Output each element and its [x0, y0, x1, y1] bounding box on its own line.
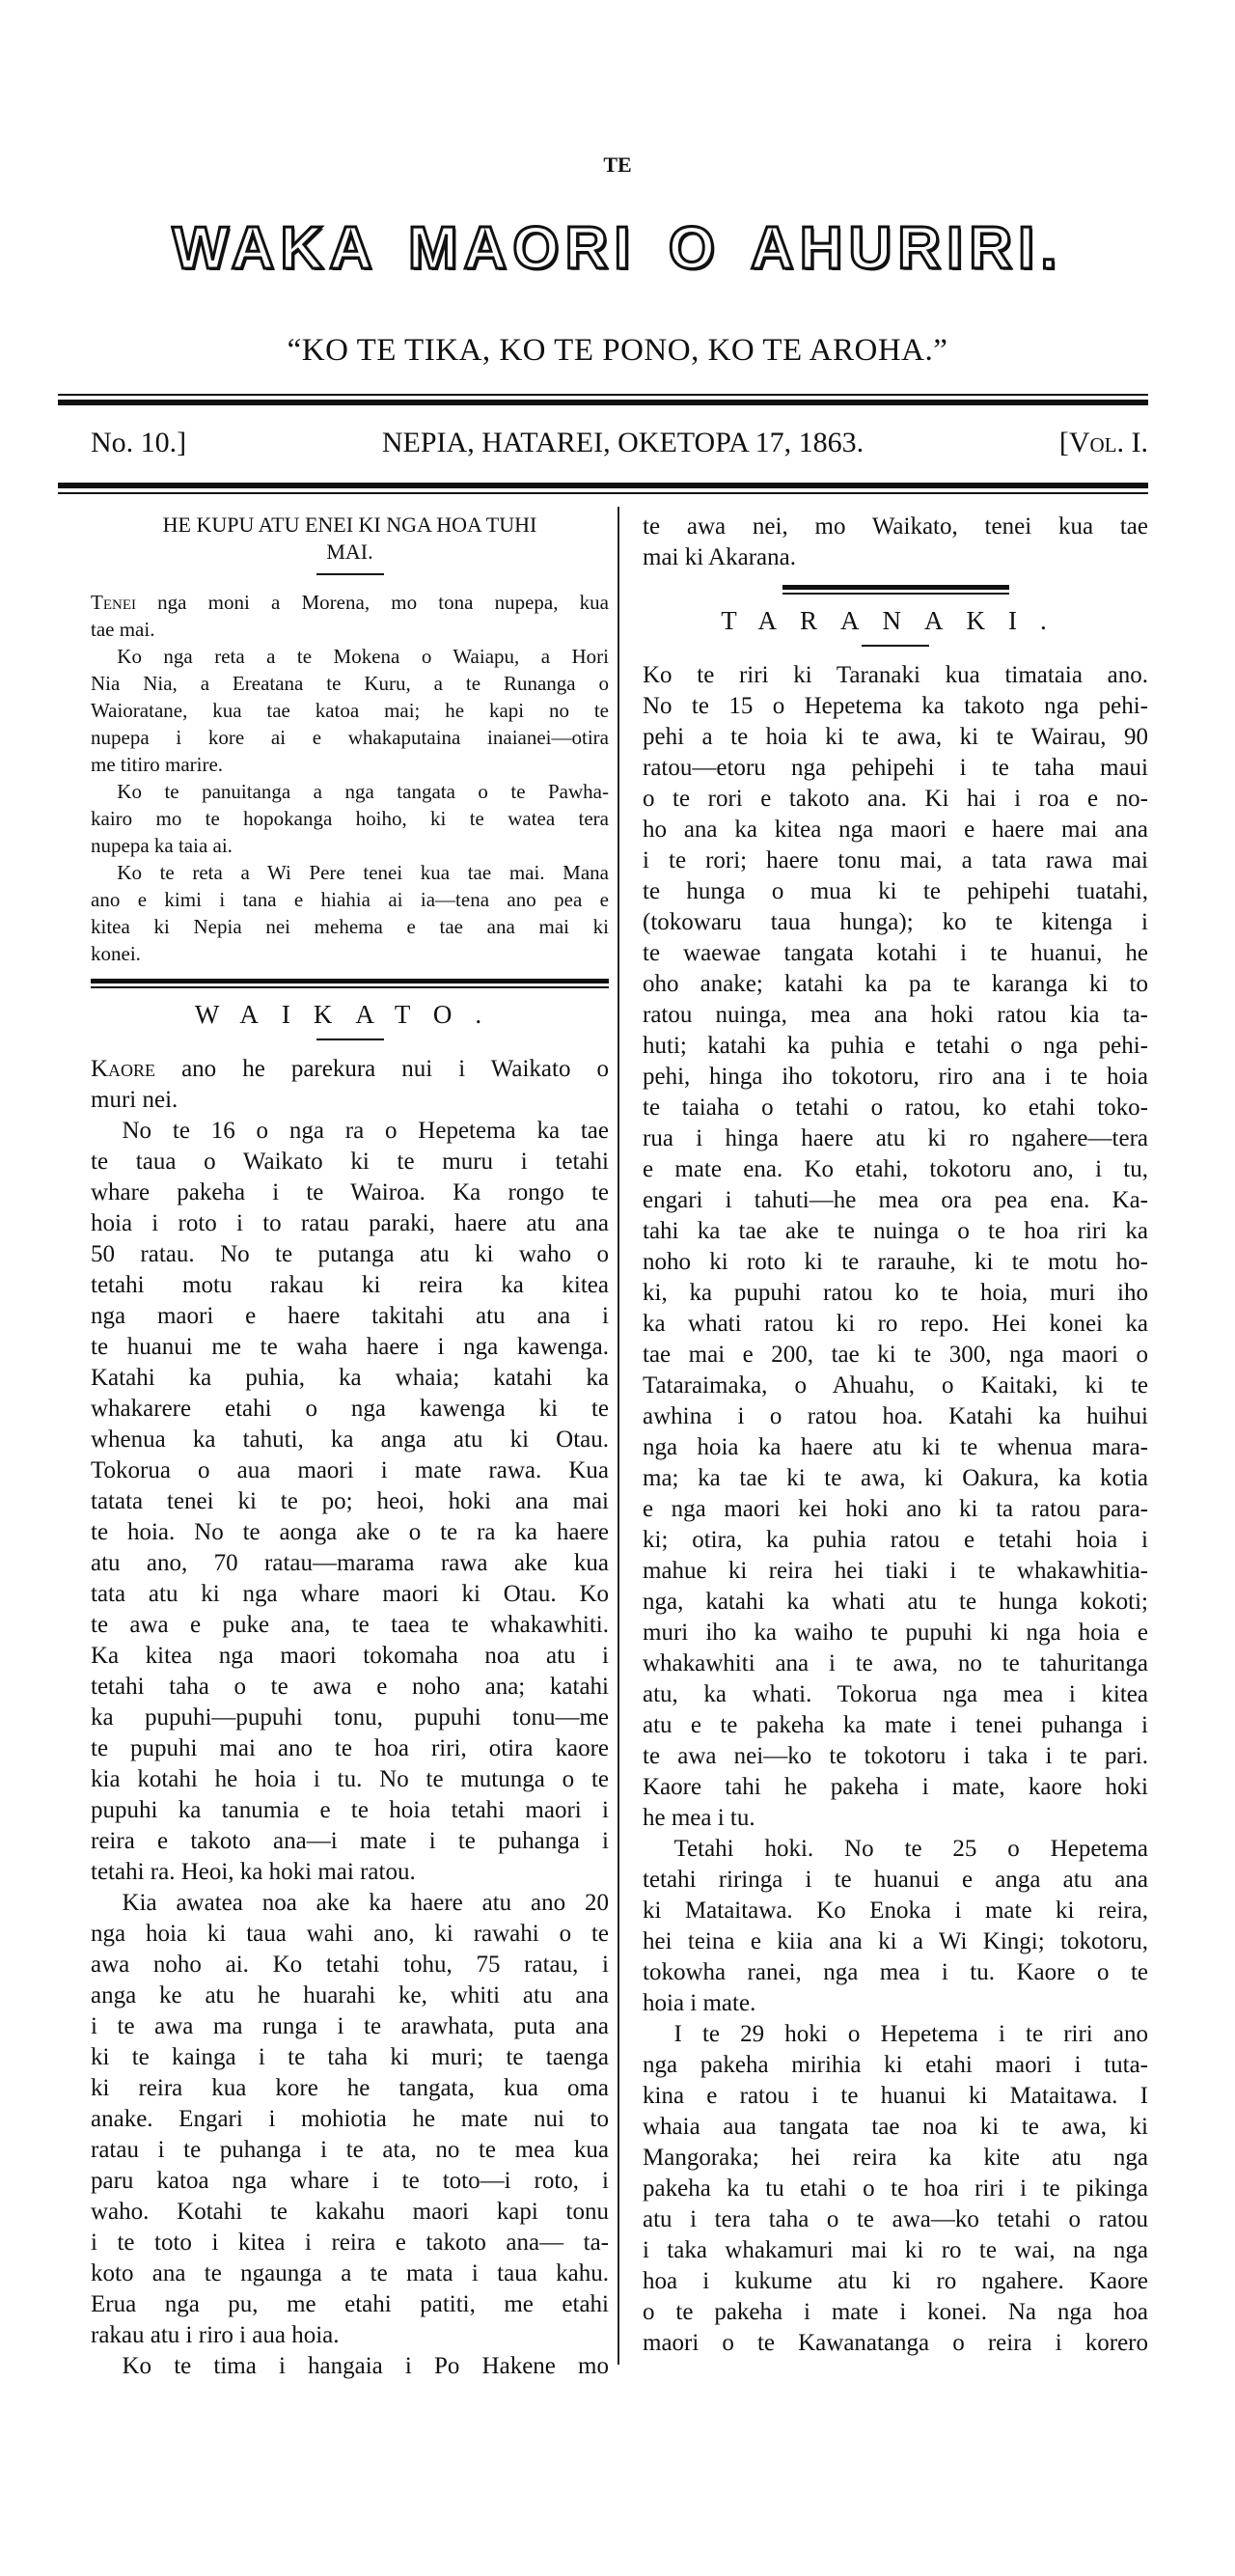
text-line: pupuhi ka tanumia e te hoia tetahi maori i [91, 1797, 609, 1823]
text-line: e nga maori kei hoki ano ki ta ratou para- [643, 1496, 1148, 1522]
text-line: Tetahi hoki. No te 25 o Hepetema [673, 1836, 1148, 1862]
text-line: Ko nga reta a te Mokena o Waiapu, a Hori [117, 645, 609, 668]
text-line: atu ano, 70 ratau—marama rawa ake kua [91, 1550, 609, 1576]
paragraph [91, 1116, 609, 1888]
text-line: tetahi riringa i te huanui e anga atu ana [643, 1867, 1148, 1893]
text-line: noho ki roto ki te rarauhe, ki te motu ho- [643, 1249, 1148, 1275]
text-line: whare pakeha i te Wairoa. Ka rongo te [91, 1179, 609, 1205]
text-line: nga hoia ki taua wahi ano, ki rawahi o te [91, 1921, 609, 1947]
text-line: kina e ratou i te huanui ki Mataitawa. I [643, 2083, 1148, 2109]
paragraph [643, 512, 1148, 573]
text-line: ho ana ka kitea nga maori e haere mai ana [643, 817, 1148, 843]
text-line: atu e te pakeha ka mate i tenei puhanga i [643, 1712, 1148, 1738]
text-line: ma; ka tae ki te awa, ki Oakura, ka kotia [643, 1465, 1148, 1491]
text-line: nga, katahi ka whati atu te hunga kokoti; [643, 1589, 1148, 1615]
section-separator-rule [782, 593, 1009, 595]
text-line: anga ke atu he huarahi ke, whiti atu ana [91, 1982, 609, 2008]
text-line: (tokowaru taua hunga); ko te kitenga i [643, 909, 1148, 935]
text-line: pehi, hinga iho tokotoru, riro ana i te hoia [643, 1064, 1148, 1090]
text-line: Ka kitea nga maori tokomaha noa atu i [91, 1643, 609, 1669]
masthead-rule-thick [58, 400, 1148, 405]
text-line: ki reira kua kore he tangata, kua oma [91, 2075, 609, 2101]
text-line: konei. [91, 942, 141, 965]
text-line: reira e takoto ana—i mate i te puhanga i [91, 1828, 609, 1854]
text-line: Waioratane, kua tae katoa mai; he kapi no te [91, 699, 609, 722]
text-line: awhina i o ratou hoa. Katahi ka huihui [643, 1403, 1148, 1429]
dateline-rule-thin [58, 492, 1148, 494]
text-line: maori o te Kawanatanga o reira i korero [643, 2330, 1148, 2356]
masthead-pre-title: TE [603, 152, 632, 177]
section-heading: MAI. [326, 540, 373, 564]
text-line: te hoia. No te aonga ake o te ra ka haere [91, 1519, 609, 1545]
text-line: tetahi taha o te awa e noho ana; katahi [91, 1674, 609, 1700]
text-line: tetahi ra. Heoi, ka hoki mai ratou. [91, 1859, 416, 1885]
text-line: te pupuhi mai ano te hoa riri, otira kaore [91, 1735, 609, 1761]
paragraph [91, 589, 609, 643]
text-line: whakawhiti ana i te awa, no te tahuritanga [643, 1650, 1148, 1676]
text-line: mahue ki reira hei tiaki i te whakawhitia- [643, 1558, 1148, 1584]
text-line: waho. Kotahi te kakahu maori kapi tonu [91, 2199, 609, 2225]
text-line: Ko te riri ki Taranaki kua timataia ano. [643, 662, 1148, 688]
text-line: tetahi motu rakau ki reira ka kitea [91, 1272, 609, 1298]
paragraph [643, 660, 1148, 1834]
paragraph [91, 643, 609, 778]
text-line: Nia Nia, a Ereatana te Kuru, a te Runanga o [91, 672, 609, 695]
text-line: ki, ka pupuhi ratou ko te hoia, muri iho [643, 1280, 1148, 1306]
text-line: nga maori e haere takitahi atu ana i [91, 1303, 609, 1329]
text-line: atu i tera taha o te awa—ko tetahi o ratou [643, 2206, 1148, 2232]
text-line: muri iho ka waiho te pupuhi ki nga hoia e [643, 1620, 1148, 1646]
text-line: ki; otira, ka puhia ratou e tetahi hoia i [643, 1527, 1148, 1553]
text-line: whakarere etahi o nga kawenga ki te [91, 1396, 609, 1422]
issue-number: No. 10.] [91, 427, 187, 458]
text-line: te awa nei—ko te tokotoru i taka i te pari. [643, 1743, 1148, 1769]
text-line: Tataraimaka, o Ahuahu, o Kaitaki, ki te [643, 1372, 1148, 1399]
text-line: tokowha ranei, nga mea i tu. Kaore o te [643, 1959, 1148, 1985]
paragraph [91, 1888, 609, 2351]
text-line: Ko te tima i hangaia i Po Hakene mo [122, 2353, 609, 2379]
section-separator-rule [782, 585, 1009, 590]
place-date: NEPIA, HATAREI, OKETOPA 17, 1863. [381, 427, 864, 458]
text-line: te taiaha o tetahi o ratou, ko etahi toko- [643, 1094, 1148, 1121]
text-line: kia kotahi he hoia i tu. No te mutunga o te [91, 1766, 609, 1792]
text-line: oho anake; katahi ka pa te karanga ki to [643, 971, 1148, 997]
text-line: kairo mo te hopokanga hoiho, ki te watea tera [91, 807, 609, 830]
text-line: atu, ka whati. Tokorua nga mea i kitea [643, 1681, 1148, 1707]
paragraph [91, 1054, 609, 1116]
text-line: me titiro marire. [91, 753, 224, 776]
text-line: paru katoa nga whare i te toto—i roto, i [91, 2168, 609, 2194]
section-heading: HE KUPU ATU ENEI KI NGA HOA TUHI [162, 512, 537, 537]
text-line: te awa e puke ana, te taea te whakawhiti. [91, 1612, 609, 1638]
text-line: tahi ka tae ake te nuinga o te hoa riri ka [643, 1218, 1148, 1244]
text-line: pehi a te hoia ki te awa, ki te Wairau, 90 [643, 724, 1148, 750]
dateline-rule-thick [58, 483, 1148, 488]
text-line: hei teina e kiia ana ki a Wi Kingi; tokotoru, [643, 1928, 1148, 1954]
text-line: te waewae tangata kotahi i te huanui, he [643, 940, 1148, 966]
text-line: awa noho ai. Ko tetahi tohu, 75 ratau, i [91, 1952, 609, 1978]
heading-rule [316, 573, 384, 575]
text-line: mai ki Akarana. [643, 544, 796, 570]
text-line: pakeha ka tu etahi o te hoa riri i te pikinga [643, 2175, 1148, 2202]
dateline [91, 427, 1148, 459]
heading-rule [862, 645, 929, 647]
paragraph [643, 1834, 1148, 2019]
text-line: hoia i roto i to ratau paraki, haere atu ana [91, 1210, 609, 1236]
volume-number: [Vol. I. [1058, 427, 1148, 458]
text-line: Kaore tahi he pakeha i mate, kaore hoki [643, 1774, 1148, 1800]
paragraph [643, 2019, 1148, 2359]
text-line: te taua o Waikato ki te muru i tetahi [91, 1149, 609, 1175]
text-line: ratau i te puhanga i te ata, no te mea kua [91, 2137, 609, 2163]
text-line: Ko te panuitanga a nga tangata o te Pawha- [117, 780, 609, 803]
text-line: anake. Engari i mohiotia he mate nui to [91, 2106, 609, 2132]
text-line: he mea i tu. [643, 1805, 755, 1831]
text-line [91, 1054, 609, 1085]
section-heading: WAIKATO. [194, 1000, 506, 1029]
text-line: huti; katahi ka puhia e tetahi o nga pehi- [643, 1033, 1148, 1059]
text-line: tae mai e 200, tae ki te 300, nga maori o [643, 1342, 1148, 1368]
text-line: ratou—etoru nga pehipehi i te taha maui [643, 755, 1148, 781]
text-line: Erua nga pu, me etahi patiti, me etahi [91, 2291, 609, 2317]
text-line: te huanui me te waha haere i nga kawenga. [91, 1334, 609, 1360]
lead-word: Kaore [91, 1056, 156, 1082]
text-line: 50 ratau. No te putanga atu ki waho o [91, 1241, 609, 1267]
text-line: nupepa i kore ai e whakaputaina inaianei—otira [91, 726, 609, 749]
text-line: koto ana te ngaunga a te mata i taua kahu. [91, 2260, 609, 2286]
text-line: nga pakeha mirihia ki etahi maori i tuta- [643, 2052, 1148, 2078]
text-line: kitea ki Nepia nei mehema e tae ana mai ki [91, 915, 609, 938]
text-line: No te 15 o Hepetema ka takoto nga pehi- [643, 693, 1148, 719]
text-line: ratou nuinga, mea ana hoki ratou kia ta- [643, 1002, 1148, 1028]
section-article [643, 585, 1148, 2359]
text-line: nupepa ka taia ai. [91, 834, 233, 857]
text-line: tae mai. [91, 618, 155, 641]
text-line: hoia i mate. [643, 1990, 756, 2016]
text-line: tata atu ki nga whare maori ki Otau. Ko [91, 1581, 609, 1607]
text-line: tatata tenei ki te po; heoi, hoki ana mai [91, 1488, 609, 1514]
text-line: muri nei. [91, 1087, 178, 1113]
text-line: i te rori; haere tonu mai, a tata rawa mai [643, 847, 1148, 873]
text-line: te hunga o mua ki te pehipehi tuatahi, [643, 878, 1148, 904]
masthead-title: WAKA MAORI O AHURIRI. [172, 215, 1063, 282]
text-line: engari i tahuti—he mea ora pea ena. Ka- [643, 1187, 1148, 1213]
column-divider [618, 507, 619, 2365]
text-line: ki te kainga i te taha ki muri; te taenga [91, 2044, 609, 2070]
text-line: ka whati ratou ki ro repo. Hei konei ka [643, 1311, 1148, 1337]
text-line: Tokorua o aua maori i mate rawa. Kua [91, 1457, 609, 1483]
masthead-motto: “KO TE TIKA, KO TE PONO, KO TE AROHA.” [287, 333, 948, 368]
text-line: ka pupuhi—pupuhi tonu, pupuhi tonu—me [91, 1704, 609, 1731]
line-text: ano he parekura nui i Waikato o [155, 1056, 609, 1082]
text-line: i te toto i kitea i reira e takoto ana— ta- [91, 2230, 609, 2256]
text-line: e mate ena. Ko etahi, tokotoru ano, i tu, [643, 1156, 1148, 1182]
heading-rule [316, 1039, 384, 1040]
section-notices [91, 512, 609, 988]
text-line: nga hoia ka haere atu ki te whenua mara- [643, 1434, 1148, 1460]
text-line: ki Mataitawa. Ko Enoka i mate ki reira, [643, 1897, 1148, 1924]
column-left [91, 512, 609, 2382]
section-heading: TARANAKI. [721, 606, 1070, 635]
text-line: No te 16 o nga ra o Hepetema ka tae [122, 1118, 609, 1144]
text-line: rua i hinga haere atu ki ro ngahere—tera [643, 1125, 1148, 1151]
paragraph [91, 859, 609, 967]
section-article [91, 998, 609, 2382]
text-line: Katahi ka puhia, ka whaia; katahi ka [91, 1365, 609, 1391]
text-line: ano e kimi i tana e hiahia ai ia—tena ano pea e [91, 888, 609, 911]
line-text: nga moni a Morena, mo tona nupepa, kua [135, 591, 609, 614]
paragraph [91, 778, 609, 859]
text-line [91, 589, 609, 616]
text-line: o te pakeha i mate i konei. Na nga hoa [643, 2299, 1148, 2325]
text-line: te awa nei, mo Waikato, tenei kua tae [643, 513, 1148, 540]
text-line: o te rori e takoto ana. Ki hai i roa e no- [643, 786, 1148, 812]
text-line: whenua ka tahuti, ka anga atu ki Otau. [91, 1426, 609, 1453]
text-line: I te 29 hoki o Hepetema i te riri ano [673, 2021, 1148, 2047]
section-continuation [643, 512, 1148, 573]
text-line: rakau atu i riro i aua hoia. [91, 2322, 340, 2348]
paragraph [91, 2351, 609, 2382]
text-line: i taka whakamuri mai ki ro te wai, na nga [643, 2237, 1148, 2263]
text-line: Mangoraka; hei reira ka kite atu nga [643, 2145, 1148, 2171]
text-line: hoa i kukume atu ki ro ngahere. Kaore [643, 2268, 1148, 2294]
section-separator-rule [91, 986, 609, 988]
masthead-rule-thin [58, 394, 1148, 396]
column-right [643, 512, 1148, 2359]
text-line: Kia awatea noa ake ka haere atu ano 20 [122, 1890, 609, 1916]
section-separator-rule [91, 979, 609, 983]
text-line: whaia aua tangata tae noa ki te awa, ki [643, 2114, 1148, 2140]
text-line: i te awa ma runga i te arawhata, puta ana [91, 2013, 609, 2039]
text-line: Ko te reta a Wi Pere tenei kua tae mai. Mana [117, 861, 609, 884]
lead-word: Tenei [91, 591, 136, 614]
